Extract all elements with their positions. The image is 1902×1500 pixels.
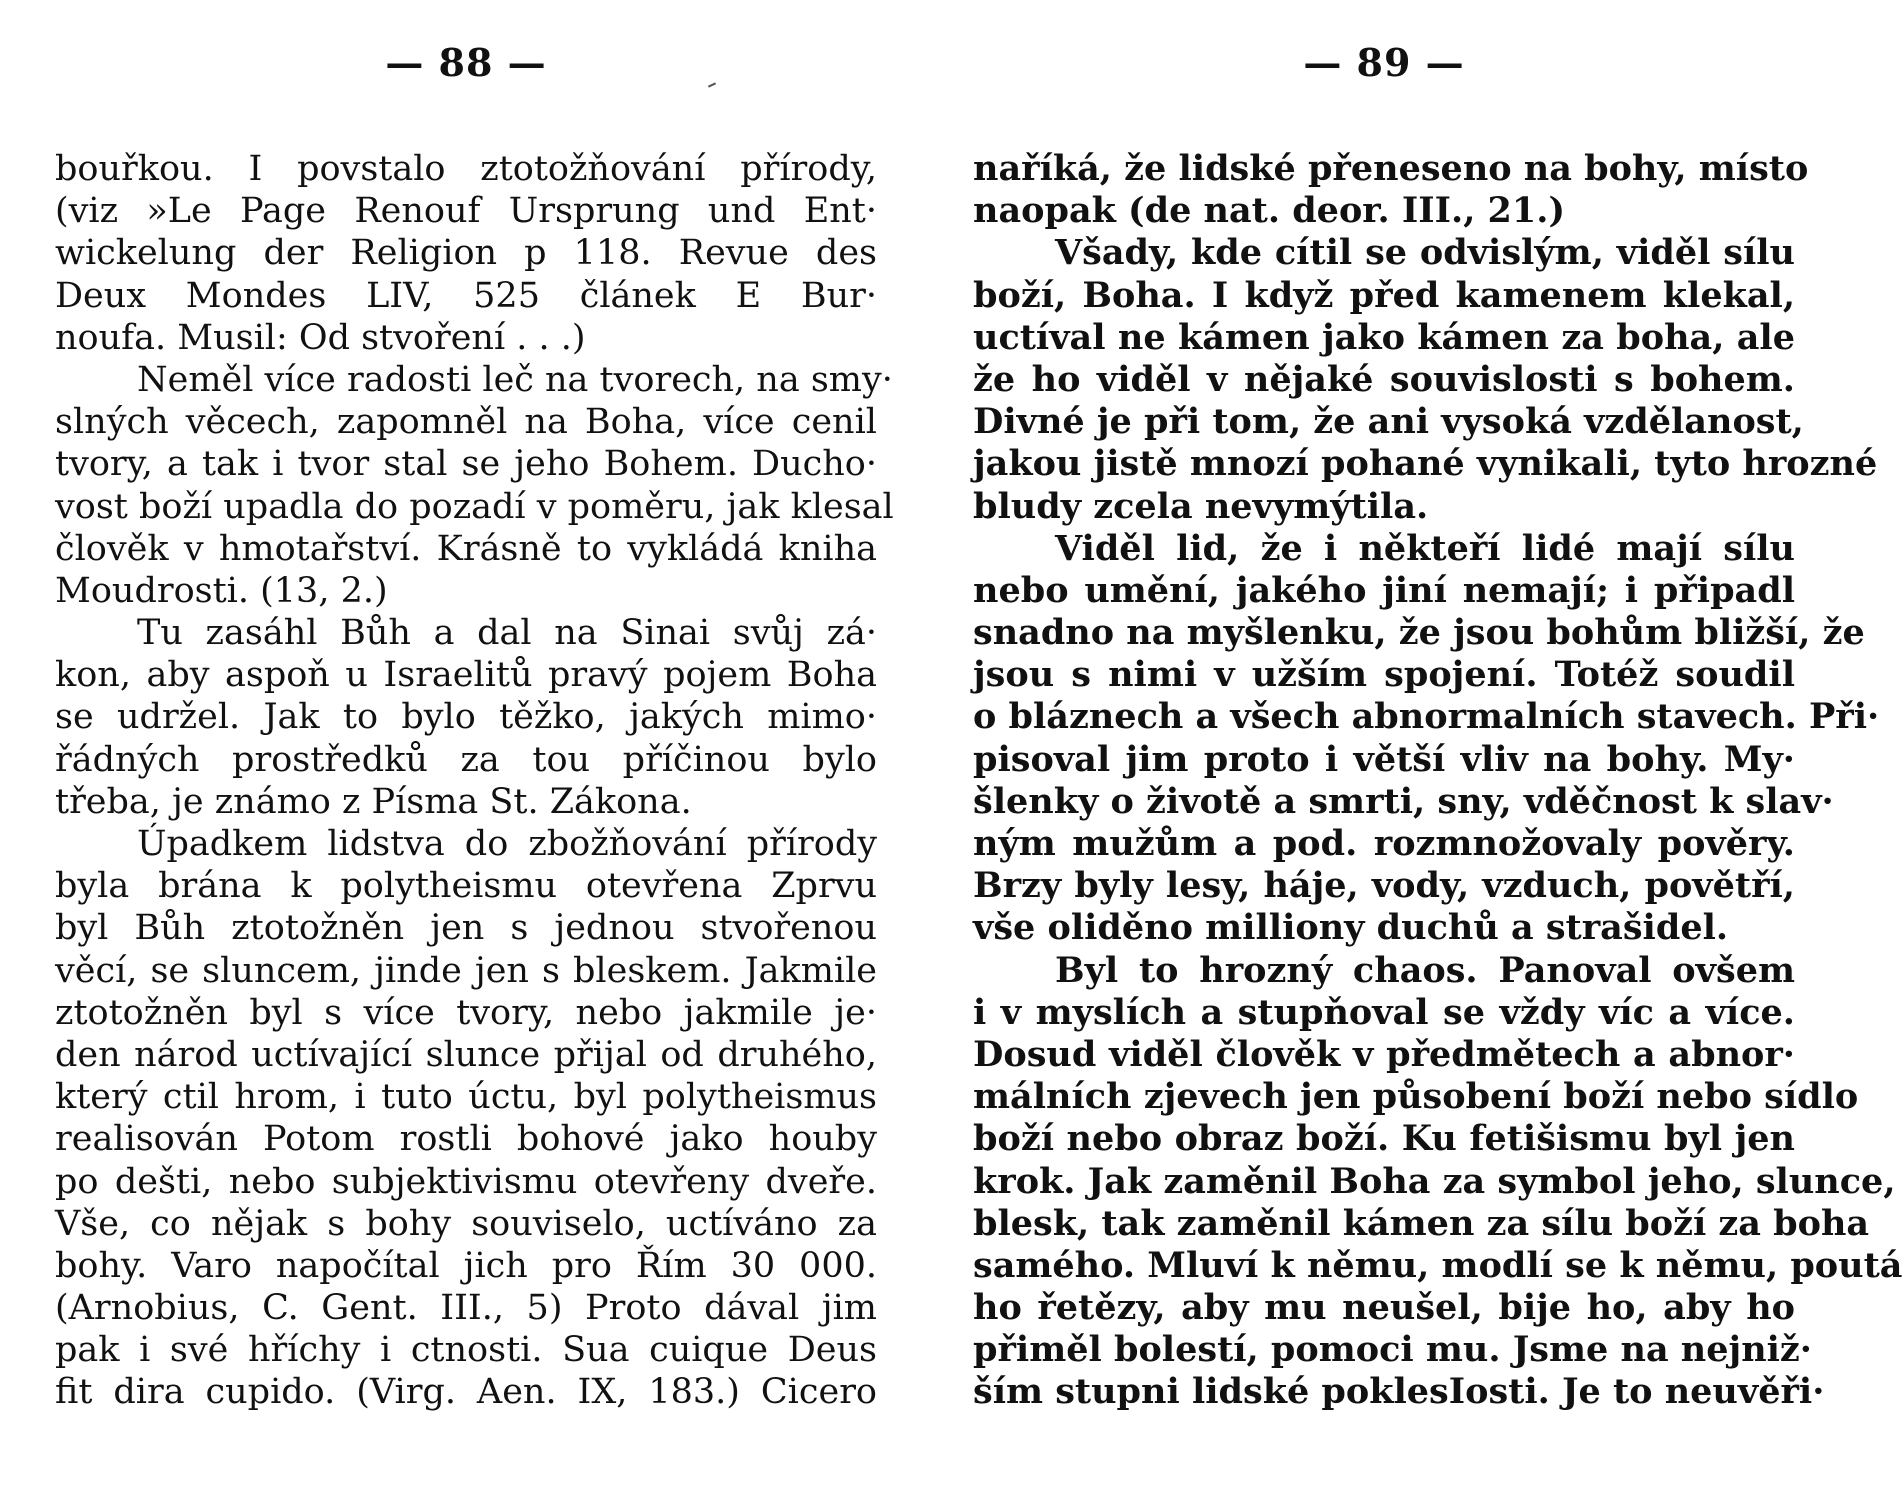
text-line: Moudrosti. (13, 2.) [55,570,388,611]
text-line: vost boží upadla do pozadí v poměru, jak klesal [55,486,894,527]
text-line: o bláznech a všech abnormalních stavech. Při· [973,696,1880,738]
text-line: Neměl více radosti leč na tvorech, na smy· [137,359,893,400]
text-line: málních zjevech jen působení boží nebo sídlo [973,1076,1859,1118]
text-line: řádných prostředků za tou příčinou bylo [55,739,877,780]
text-line: byla brána k polytheismu otevřena Zprvu [55,866,877,907]
text-line: po dešti, nebo subjektivismu otevřeny dveře. [55,1161,877,1202]
right-page [973,0,1902,1500]
text-line: noufa. Musil: Od stvoření . . .) [55,317,586,358]
text-line: Všady, kde cítil se odvislým, viděl sílu [1055,232,1795,274]
text-line: šlenky o životě a smrti, sny, vděčnost k slav· [973,780,1834,822]
text-line: vše oliděno milliony duchů a strašidel. [973,907,1729,949]
text-line: který ctil hrom, i tuto úctu, byl polytheismus [55,1077,877,1118]
text-line: krok. Jak zaměnil Boha za symbol jeho, slunce, [973,1160,1896,1202]
text-line: Deux Mondes LIV, 525 článek E Bur· [55,275,877,316]
text-line: naříká, že lidské přeneseno na bohy, místo [973,148,1809,189]
text-line: ho řetězy, aby mu neušel, bije ho, aby ho [973,1287,1795,1329]
text-line: třeba, je známo z Písma St. Zákona. [55,781,692,822]
text-line: jakou jistě mnozí pohané vynikali, tyto hrozné [973,443,1878,485]
left-page [55,0,894,1500]
text-line: Byl to hrozný chaos. Panoval ovšem [1055,949,1795,991]
text-line: realisován Potom rostli bohové jako houby [55,1119,877,1160]
text-line: slných věcech, zapomněl na Boha, více cenil [55,402,877,443]
text-line: kon, aby aspoň u Israelitů pravý pojem Boha [55,655,877,696]
text-line: Viděl lid, že i někteří lidé mají sílu [1055,527,1795,569]
text-line: (viz »Le Page Renouf Ursprung und Ent· [55,191,877,232]
text-line: i v myslích a stupňoval se vždy víc a více. [973,991,1795,1033]
text-line: uctíval ne kámen jako kámen za boha, ale [973,316,1795,358]
text-line: boží nebo obraz boží. Ku fetišismu byl jen [973,1118,1795,1160]
page-number: — 88 — [385,40,547,85]
text-line: bouřkou. I povstalo ztotožňování přírody, [55,149,877,189]
text-line: bludy zcela nevymýtila. [973,485,1429,527]
text-line: ným mužům a pod. rozmnožovaly pověry. [973,823,1795,864]
body-text [973,148,1902,1414]
text-line: ztotožněn byl s více tvory, nebo jakmile je· [55,992,877,1033]
text-line: pak i své hříchy i ctnosti. Sua cuique Deus [55,1330,877,1371]
text-line: přiměl bolestí, pomoci mu. Jsme na nejniž· [973,1329,1812,1371]
text-line: Úpadkem lidstva do zbožňování přírody [137,824,877,864]
text-line: Divné je při tom, že ani vysoká vzdělanost, [973,401,1804,443]
text-line: snadno na myšlenku, že jsou bohům bližší, že [973,612,1865,654]
text-line: naopak (de nat. deor. III., 21.) [973,190,1566,232]
text-line: samého. Mluví k němu, modlí se k němu, poutá [973,1244,1902,1286]
text-line: Tu zasáhl Bůh a dal na Sinai svůj zá· [137,613,877,654]
text-line: blesk, tak zaměnil kámen za sílu boží za boha [973,1202,1870,1244]
text-line: fit dira cupido. (Virg. Aen. IX, 183.) Cicero [55,1372,877,1413]
text-line: bohy. Varo napočítal jich pro Řím 30 000. [55,1245,877,1286]
text-line: pisoval jim proto i větší vliv na bohy. My· [973,738,1795,780]
text-line: boží, Boha. I když před kamenem klekal, [973,274,1795,316]
text-line: Dosud viděl člověk v předmětech a abnor· [973,1033,1795,1075]
text-line: nebo umění, jakého jiní nemají; i připadl [973,569,1795,611]
text-line: se udržel. Jak to bylo těžko, jakých mimo· [55,697,877,738]
text-line: Vše, co nějak s bohy souviselo, uctíváno za [55,1203,877,1244]
text-line: Brzy byly lesy, háje, vody, vzduch, povětří, [973,865,1795,907]
page-number: — 89 — [1303,40,1465,85]
text-line: jsou s nimi v užším spojení. Totéž soudil [973,654,1795,696]
text-line: že ho viděl v nějaké souvislosti s bohem. [973,358,1795,400]
text-line: wickelung der Religion p 118. Revue des [55,233,877,274]
text-line: den národ uctívající slunce přijal od druhého, [55,1034,877,1075]
body-text [55,148,894,1414]
text-line: tvory, a tak i tvor stal se jeho Bohem. Ducho· [55,444,877,485]
text-line: věcí, se sluncem, jinde jen s bleskem. Jakmile [55,950,877,991]
text-line: byl Bůh ztotožněn jen s jednou stvořenou [55,908,877,949]
text-line: (Arnobius, C. Gent. III., 5) Proto dával jim [55,1288,877,1329]
text-line: člověk v hmotařství. Krásně to vykládá kniha [55,528,877,569]
text-line: ším stupni lidské poklesIosti. Je to neuvěři· [973,1371,1825,1413]
